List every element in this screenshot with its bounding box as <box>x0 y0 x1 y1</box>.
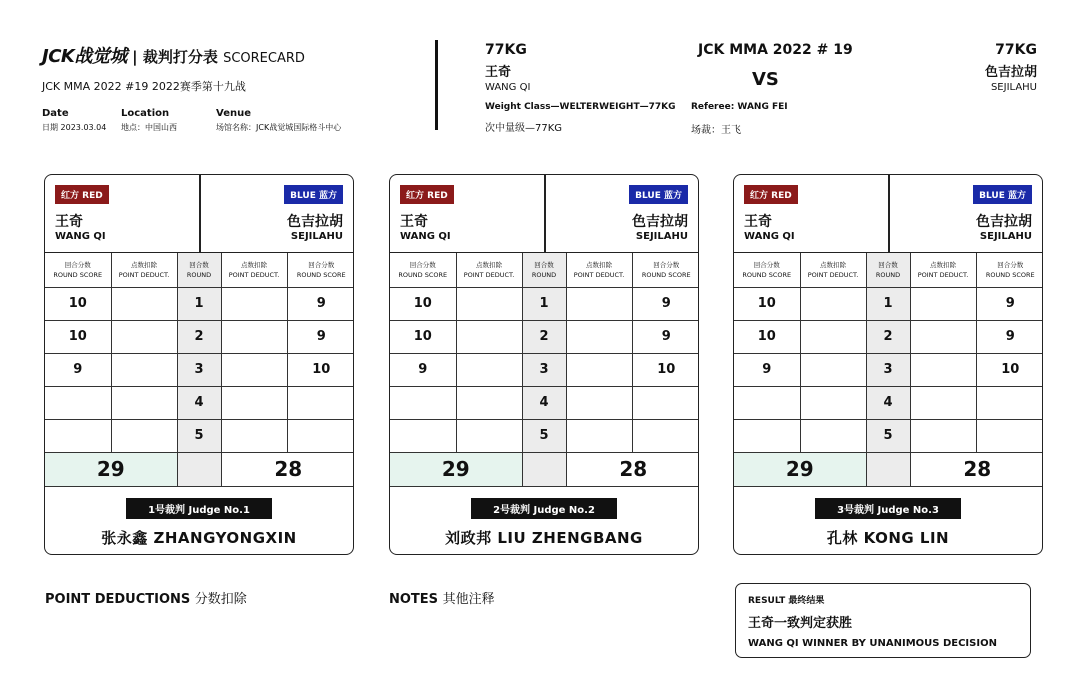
score-header-row <box>734 253 1043 287</box>
notes-cn: 其他注释 <box>442 592 495 607</box>
red-point-deduct <box>456 320 522 353</box>
total-row <box>45 452 354 486</box>
blue-round-score: 9 <box>976 320 1043 353</box>
red-round-score: 9 <box>45 353 111 386</box>
red-total: 29 <box>734 452 866 486</box>
round-number: 2 <box>522 320 566 353</box>
red-total: 29 <box>390 452 522 486</box>
header-red-deduct: 点数扣除 POINT DEDUCT. <box>456 253 522 287</box>
header-round: 回合数 ROUND <box>866 253 910 287</box>
card-fighters <box>45 175 353 253</box>
round-row <box>45 419 354 452</box>
score-table <box>45 253 354 487</box>
blue-round-score: 9 <box>632 320 699 353</box>
total-round-cell <box>866 452 910 486</box>
judge-block <box>45 498 353 548</box>
red-point-deduct <box>111 353 177 386</box>
round-number: 3 <box>177 353 221 386</box>
header-red-deduct: 点数扣除 POINT DEDUCT. <box>111 253 177 287</box>
blue-point-deduct <box>566 287 632 320</box>
blue-fighter-block <box>985 42 1037 93</box>
card-red-name-cn: 王奇 <box>744 214 772 230</box>
result-box <box>735 583 1031 658</box>
score-header-row <box>390 253 699 287</box>
referee-cn: 场裁：王飞 <box>691 125 741 136</box>
location-value: 地点：中国山西 <box>121 123 177 132</box>
scorecard-brand <box>42 42 305 68</box>
red-point-deduct <box>456 419 522 452</box>
round-row <box>390 419 699 452</box>
blue-round-score <box>287 386 354 419</box>
round-number: 2 <box>177 320 221 353</box>
card-blue-name-en: SEJILAHU <box>635 231 688 242</box>
red-round-score: 10 <box>390 320 456 353</box>
round-number: 5 <box>866 419 910 452</box>
red-weight: 77KG <box>485 42 527 58</box>
card-red-name-cn: 王奇 <box>400 214 428 230</box>
blue-weight: 77KG <box>995 42 1037 58</box>
header-round: 回合数 ROUND <box>522 253 566 287</box>
red-round-score <box>734 386 800 419</box>
round-row <box>45 353 354 386</box>
blue-round-score <box>287 419 354 452</box>
blue-round-score: 10 <box>632 353 699 386</box>
blue-round-score <box>976 419 1043 452</box>
card-divider <box>199 175 201 253</box>
red-point-deduct <box>456 287 522 320</box>
blue-point-deduct <box>221 419 287 452</box>
score-table <box>734 253 1043 487</box>
judge-card-2 <box>389 174 699 555</box>
point-deductions-label <box>45 588 247 607</box>
card-blue-name-cn: 色吉拉胡 <box>287 214 343 230</box>
round-row <box>45 386 354 419</box>
blue-total: 28 <box>566 452 699 486</box>
referee-en: Referee: WANG FEI <box>691 102 788 112</box>
header-red-round-score: 回合分数 ROUND SCORE <box>734 253 800 287</box>
red-round-score: 9 <box>734 353 800 386</box>
brand-separator: | <box>132 48 138 66</box>
venue-value: 场馆名称：JCK战觉城国际格斗中心 <box>216 123 342 132</box>
blue-corner-badge: BLUE 蓝方 <box>629 185 688 204</box>
point-deductions-cn: 分数扣除 <box>194 592 247 607</box>
round-number: 5 <box>177 419 221 452</box>
blue-point-deduct <box>566 419 632 452</box>
header-red-round-score: 回合分数 ROUND SCORE <box>45 253 111 287</box>
card-blue-name-cn: 色吉拉胡 <box>976 214 1032 230</box>
red-point-deduct <box>456 386 522 419</box>
card-blue-name-en: SEJILAHU <box>979 231 1032 242</box>
red-fighter-block <box>485 42 530 93</box>
round-number: 4 <box>522 386 566 419</box>
red-round-score <box>45 386 111 419</box>
card-blue-name-cn: 色吉拉胡 <box>632 214 688 230</box>
round-number: 3 <box>522 353 566 386</box>
blue-fighter-name-en: SEJILAHU <box>990 82 1037 93</box>
blue-point-deduct <box>221 386 287 419</box>
event-title: JCK MMA 2022 # 19 <box>698 42 853 58</box>
blue-round-score: 9 <box>632 287 699 320</box>
card-divider <box>888 175 890 253</box>
judge-badge: 2号裁判 Judge No.2 <box>471 498 617 519</box>
card-red-name-en: WANG QI <box>400 231 451 242</box>
header-blue-deduct: 点数扣除 POINT DEDUCT. <box>221 253 287 287</box>
header-red-deduct: 点数扣除 POINT DEDUCT. <box>800 253 866 287</box>
red-round-score: 9 <box>390 353 456 386</box>
red-point-deduct <box>456 353 522 386</box>
header-blue-deduct: 点数扣除 POINT DEDUCT. <box>566 253 632 287</box>
round-row <box>390 353 699 386</box>
red-round-score <box>45 419 111 452</box>
red-round-score: 10 <box>390 287 456 320</box>
header-red-round-score: 回合分数 ROUND SCORE <box>390 253 456 287</box>
blue-point-deduct <box>910 320 976 353</box>
judge-name: 孔林 KONG LIN <box>826 529 950 547</box>
brand-logo: JCK战觉城 <box>42 46 127 67</box>
round-number: 4 <box>177 386 221 419</box>
blue-round-score <box>632 419 699 452</box>
header-blue-round-score: 回合分数 ROUND SCORE <box>976 253 1043 287</box>
red-round-score <box>390 419 456 452</box>
round-number: 5 <box>522 419 566 452</box>
round-number: 2 <box>866 320 910 353</box>
weight-class-cn: 次中量级—77KG <box>485 123 563 134</box>
blue-round-score: 10 <box>976 353 1043 386</box>
judge-name: 刘政邦 LIU ZHENGBANG <box>445 529 643 547</box>
blue-corner-badge: BLUE 蓝方 <box>973 185 1032 204</box>
judge-badge: 3号裁判 Judge No.3 <box>815 498 961 519</box>
total-row <box>390 452 699 486</box>
header-blue-round-score: 回合分数 ROUND SCORE <box>287 253 354 287</box>
red-round-score: 10 <box>45 287 111 320</box>
event-line: JCK MMA 2022 #19 2022赛季第十九战 <box>42 80 246 93</box>
blue-round-score <box>632 386 699 419</box>
round-row <box>390 386 699 419</box>
card-fighters <box>390 175 698 253</box>
red-point-deduct <box>800 419 866 452</box>
notes-en: NOTES <box>389 592 439 607</box>
blue-total: 28 <box>910 452 1043 486</box>
red-point-deduct <box>800 386 866 419</box>
red-total: 29 <box>45 452 177 486</box>
red-fighter-name-cn: 王奇 <box>485 65 512 80</box>
red-fighter-name-en: WANG QI <box>485 82 531 93</box>
red-point-deduct <box>111 320 177 353</box>
red-point-deduct <box>111 287 177 320</box>
round-row <box>45 287 354 320</box>
vs-label: VS <box>752 69 779 90</box>
date-label: Date <box>42 108 69 119</box>
round-row <box>390 287 699 320</box>
result-cn: 王奇一致判定获胜 <box>748 616 853 631</box>
round-number: 1 <box>177 287 221 320</box>
date-value: 日期 2023.03.04 <box>42 123 107 132</box>
header-blue-deduct: 点数扣除 POINT DEDUCT. <box>910 253 976 287</box>
total-round-cell <box>522 452 566 486</box>
weight-class-en: Weight Class—WELTERWEIGHT—77KG <box>485 102 676 112</box>
result-label: RESULT 最终结果 <box>748 596 825 606</box>
blue-point-deduct <box>910 287 976 320</box>
scorecard-title-en: SCORECARD <box>223 51 305 66</box>
score-header-row <box>45 253 354 287</box>
header-divider <box>435 40 438 130</box>
card-red-name-en: WANG QI <box>744 231 795 242</box>
blue-fighter-name-cn: 色吉拉胡 <box>984 65 1037 80</box>
round-row <box>734 353 1043 386</box>
judge-block <box>734 498 1042 548</box>
location-label: Location <box>121 108 170 119</box>
round-row <box>390 320 699 353</box>
judge-badge: 1号裁判 Judge No.1 <box>126 498 272 519</box>
card-red-name-en: WANG QI <box>55 231 106 242</box>
blue-round-score <box>976 386 1043 419</box>
red-corner-badge: 红方 RED <box>744 185 798 204</box>
header-blue-round-score: 回合分数 ROUND SCORE <box>632 253 699 287</box>
location-block <box>121 108 177 133</box>
red-round-score <box>734 419 800 452</box>
blue-round-score: 9 <box>287 287 354 320</box>
red-corner-badge: 红方 RED <box>55 185 109 204</box>
blue-point-deduct <box>566 320 632 353</box>
round-number: 4 <box>866 386 910 419</box>
round-row <box>45 320 354 353</box>
judge-card-3 <box>733 174 1043 555</box>
red-point-deduct <box>111 386 177 419</box>
total-row <box>734 452 1043 486</box>
blue-point-deduct <box>910 353 976 386</box>
blue-point-deduct <box>221 353 287 386</box>
red-round-score: 10 <box>45 320 111 353</box>
notes-label <box>389 588 495 607</box>
card-blue-name-en: SEJILAHU <box>290 231 343 242</box>
round-number: 1 <box>522 287 566 320</box>
blue-total: 28 <box>221 452 354 486</box>
score-table <box>390 253 699 487</box>
judge-name: 张永鑫 ZHANGYONGXIN <box>101 529 297 547</box>
date-block <box>42 108 106 133</box>
blue-point-deduct <box>566 386 632 419</box>
judge-block <box>390 498 698 548</box>
blue-point-deduct <box>221 287 287 320</box>
point-deductions-en: POINT DEDUCTIONS <box>45 592 191 607</box>
card-fighters <box>734 175 1042 253</box>
venue-block <box>216 108 341 133</box>
red-corner-badge: 红方 RED <box>400 185 454 204</box>
round-number: 1 <box>866 287 910 320</box>
total-round-cell <box>177 452 221 486</box>
blue-point-deduct <box>910 419 976 452</box>
blue-point-deduct <box>910 386 976 419</box>
header-round: 回合数 ROUND <box>177 253 221 287</box>
blue-round-score: 9 <box>976 287 1043 320</box>
blue-round-score: 9 <box>287 320 354 353</box>
blue-corner-badge: BLUE 蓝方 <box>284 185 343 204</box>
blue-round-score: 10 <box>287 353 354 386</box>
card-divider <box>544 175 546 253</box>
red-point-deduct <box>800 320 866 353</box>
card-red-name-cn: 王奇 <box>55 214 83 230</box>
red-point-deduct <box>800 287 866 320</box>
venue-label: Venue <box>216 108 251 119</box>
red-round-score: 10 <box>734 287 800 320</box>
red-point-deduct <box>111 419 177 452</box>
round-row <box>734 287 1043 320</box>
red-round-score: 10 <box>734 320 800 353</box>
blue-point-deduct <box>221 320 287 353</box>
scorecard-title-cn: 裁判打分表 <box>142 48 218 66</box>
red-round-score <box>390 386 456 419</box>
round-row <box>734 419 1043 452</box>
red-point-deduct <box>800 353 866 386</box>
blue-point-deduct <box>566 353 632 386</box>
round-number: 3 <box>866 353 910 386</box>
result-en: WANG QI WINNER BY UNANIMOUS DECISION <box>748 638 997 649</box>
round-row <box>734 320 1043 353</box>
round-row <box>734 386 1043 419</box>
judge-card-1 <box>44 174 354 555</box>
